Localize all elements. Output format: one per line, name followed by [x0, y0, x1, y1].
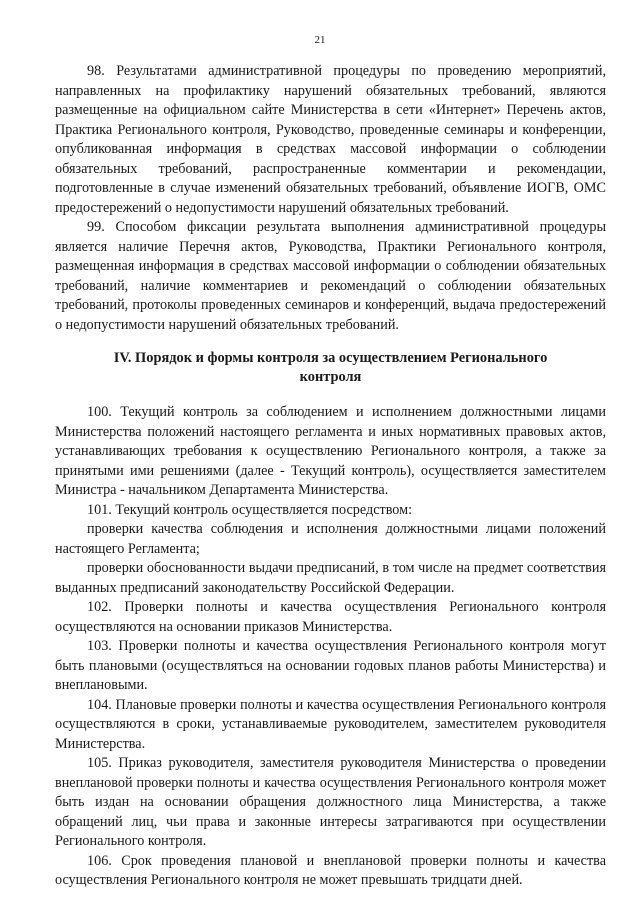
- paragraph-102: 102. Проверки полноты и качества осуществления Регионального контроля осуществляются на основании приказов Министерства.: [55, 599, 606, 635]
- paragraph-101-item-1: проверки качества соблюдения и исполнения должностными лицами положений настоящего Регламента;: [55, 521, 606, 557]
- page-number: 21: [314, 34, 326, 46]
- paragraph-101-item-2: проверки обоснованности выдачи предписаний, в том числе на предмет соответствия выданных предписаний законодательству Российской Федерации.: [55, 560, 606, 596]
- paragraph-100: 100. Текущий контроль за соблюдением и исполнением должностными лицами Министерства положений настоящего регламента и иных нормативных правовых актов, устанавливающих требования к осуществлению Регионального контроля, а также за принятыми ими решениями (далее - Текущий контроль), осуществляется заместителем Министра - начальником Департамента Министерства.: [55, 404, 606, 498]
- paragraph-106: 106. Срок проведения плановой и внеплановой проверки полноты и качества осуществления Регионального контроля не может превышать тридцати дней.: [55, 852, 606, 888]
- paragraph-105: 105. Приказ руководителя, заместителя руководителя Министерства о проведении внеплановой проверки полноты и качества осуществления Регионального контроля может быть издан на основании обращения должностного лица Министерства, а также обращений лиц, чьи права и законные интересы затрагиваются при осуществлении Регионального контроля.: [55, 755, 606, 849]
- section-heading: IV. Порядок и формы контроля за осуществлением Регионального контроля: [113, 350, 548, 385]
- paragraph-99: 99. Способом фиксации результата выполнения административной процедуры является наличие Перечня актов, Руководства, Практики Регионального контроля, размещенная информация в средствах массовой информации о соблюдении обязательных требований, наличие комментариев и рекомендаций о соблюдении обязательных требований, протоколы проведенных семинаров и конференций, выдача предостережений о недопустимости нарушений обязательных требований.: [55, 219, 606, 333]
- document-body: [55, 62, 606, 891]
- paragraph-101: 101. Текущий контроль осуществляется посредством:: [87, 501, 413, 518]
- paragraph-98: 98. Результатами административной процедуры по проведению мероприятий, направленных на профилактику нарушений обязательных требований, являются размещенные на официальном сайте Министерства в сети «Интернет» Перечень актов, Практика Регионального контроля, Руководство, проведенные семинары и конференции, опубликованная информация в средствах массовой информации о соблюдении обязательных требований, распространенные комментарии и рекомендации, подготовленные в случае изменений обязательных требований, объявление ИОГВ, ОМС предостережений о недопустимости нарушений обязательных требований.: [55, 63, 606, 216]
- paragraph-104: 104. Плановые проверки полноты и качества осуществления Регионального контроля осуществляются в сроки, устанавливаемые руководителем, заместителем руководителя Министерства.: [55, 696, 606, 752]
- paragraph-103: 103. Проверки полноты и качества осуществления Регионального контроля могут быть плановыми (осуществляться на основании годовых планов работы Министерства) и внеплановыми.: [55, 638, 606, 693]
